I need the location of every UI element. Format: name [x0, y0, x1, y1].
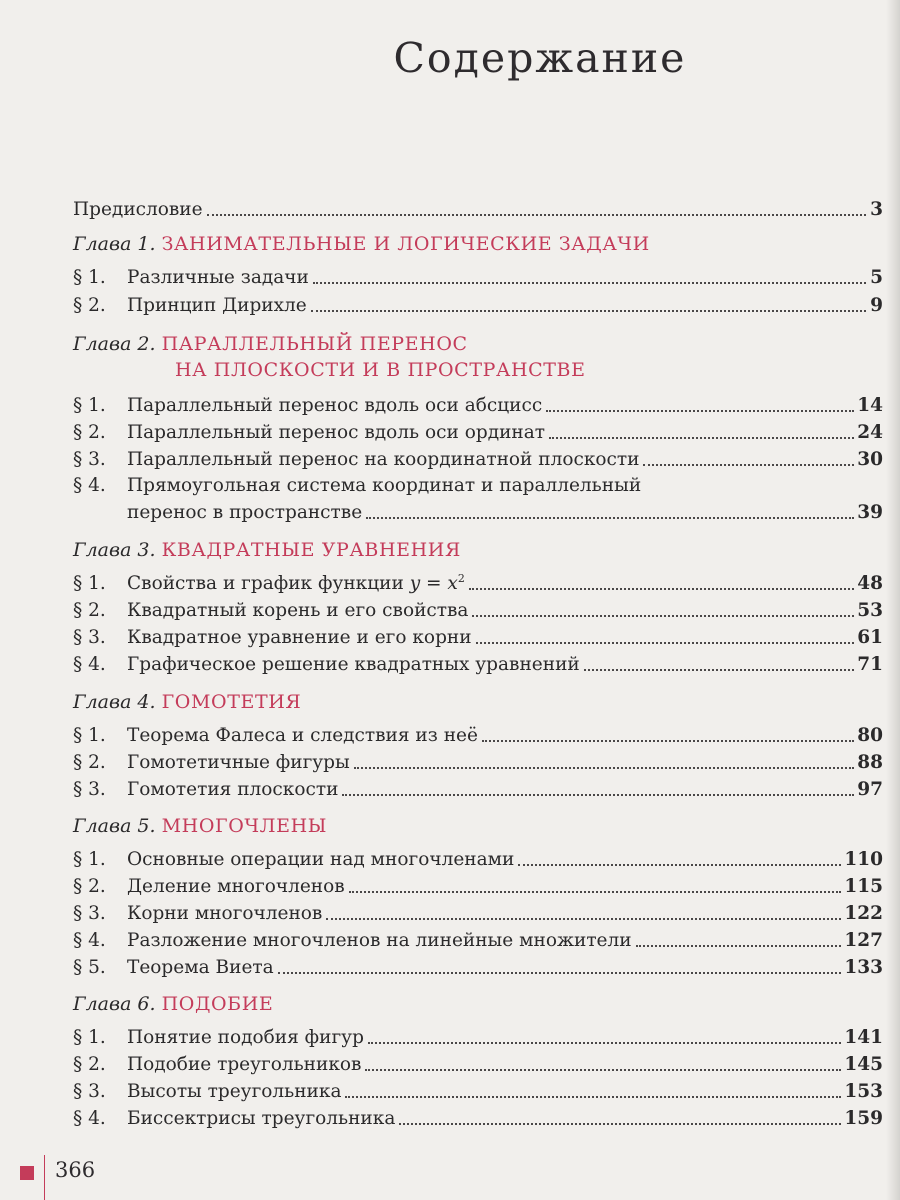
footer-marker-square [20, 1166, 34, 1180]
section-page: 141 [844, 1027, 883, 1048]
section-number: § 2. [73, 600, 106, 621]
toc-entry [73, 1022, 883, 1050]
toc-entry [73, 444, 883, 472]
section-page: 48 [857, 573, 883, 594]
section-title: Различные задачи [127, 267, 309, 288]
chapter-3-heading [73, 536, 461, 564]
section-page: 30 [857, 449, 883, 470]
chapter-4-heading [73, 688, 301, 716]
toc-preface [73, 194, 883, 222]
section-number: § 3. [73, 779, 106, 800]
page-edge-shadow [886, 0, 900, 1200]
section-page: 122 [844, 903, 883, 924]
section-title: Графическое решение квадратных уравнений [127, 654, 580, 675]
section-number: § 1. [73, 573, 106, 594]
section-number: § 2. [73, 876, 106, 897]
section-number: § 4. [73, 475, 106, 496]
leader-dots [349, 891, 842, 893]
chapter-title: КВАДРАТНЫЕ УРАВНЕНИЯ [161, 539, 461, 561]
toc-entry [73, 262, 883, 290]
section-number: § 1. [73, 849, 106, 870]
section-title: Подобие треугольников [127, 1054, 362, 1075]
section-page: 80 [857, 725, 883, 746]
section-title: Параллельный перенос вдоль оси абсцисс [127, 395, 543, 416]
section-page: 115 [844, 876, 883, 897]
section-page: 97 [857, 779, 883, 800]
chapter-1-heading [73, 230, 650, 258]
leader-dots [399, 1123, 841, 1125]
toc-entry [73, 622, 883, 650]
section-number: § 2. [73, 295, 106, 316]
chapter-title: ПОДОБИЕ [161, 993, 274, 1015]
leader-dots [326, 918, 841, 920]
chapter-label: Глава 6. [73, 993, 156, 1015]
section-title: Основные операции над многочленами [127, 849, 515, 870]
section-page: 88 [857, 752, 883, 773]
section-page: 127 [844, 930, 883, 951]
leader-dots [472, 615, 854, 617]
toc-entry [73, 871, 883, 899]
toc-entry [73, 952, 883, 980]
leader-dots [476, 642, 855, 644]
toc-entry [73, 417, 883, 445]
section-title: Квадратный корень и его свойства [127, 600, 469, 621]
leader-dots [366, 517, 854, 519]
section-number: § 1. [73, 395, 106, 416]
chapter-title-line2: НА ПЛОСКОСТИ И В ПРОСТРАНСТВЕ [175, 359, 586, 381]
section-page: 153 [844, 1081, 883, 1102]
section-title: Квадратное уравнение и его корни [127, 627, 472, 648]
section-page: 61 [857, 627, 883, 648]
page-number: 366 [55, 1158, 96, 1182]
chapter-title: МНОГОЧЛЕНЫ [161, 815, 328, 837]
section-page: 133 [844, 957, 883, 978]
toc-entry [73, 844, 883, 872]
section-title: Теорема Виета [127, 957, 274, 978]
section-number: § 1. [73, 267, 106, 288]
chapter-title: ГОМОТЕТИЯ [161, 691, 302, 713]
leader-dots [482, 740, 854, 742]
preface-label: Предисловие [73, 199, 203, 220]
formula-exponent: 2 [457, 571, 465, 585]
leader-dots [469, 588, 854, 590]
section-number: § 1. [73, 725, 106, 746]
leader-dots [278, 972, 842, 974]
section-page: 145 [844, 1054, 883, 1075]
section-page: 9 [870, 295, 883, 316]
section-number: § 1. [73, 1027, 106, 1048]
section-number: § 3. [73, 449, 106, 470]
section-number: § 2. [73, 422, 106, 443]
leader-dots [345, 1096, 841, 1098]
leader-dots [549, 437, 854, 439]
section-page: 71 [857, 654, 883, 675]
toc-entry [73, 898, 883, 926]
section-number: § 2. [73, 752, 106, 773]
section-title-with-formula [127, 567, 465, 596]
chapter-2-heading [73, 330, 468, 358]
section-title: Разложение многочленов на линейные множители [127, 930, 632, 951]
section-title: Параллельный перенос на координатной плоскости [127, 449, 640, 470]
leader-dots [354, 767, 855, 769]
page-title: Содержание [393, 34, 687, 82]
leader-dots [365, 1069, 841, 1071]
section-title: Понятие подобия фигур [127, 1027, 364, 1048]
section-title: Принцип Дирихле [127, 295, 307, 316]
leader-dots [643, 464, 854, 466]
section-page: 159 [844, 1108, 883, 1129]
toc-entry [73, 747, 883, 775]
leader-dots [584, 669, 855, 671]
section-title: Корни многочленов [127, 903, 323, 924]
footer-divider [44, 1155, 45, 1200]
toc-entry [73, 1103, 883, 1131]
leader-dots [368, 1042, 841, 1044]
chapter-6-heading [73, 990, 273, 1018]
section-page: 53 [857, 600, 883, 621]
section-title: Гомотетия плоскости [127, 779, 339, 800]
section-title: Биссектрисы треугольника [127, 1108, 396, 1129]
leader-dots [546, 410, 854, 412]
section-page: 5 [870, 267, 883, 288]
chapter-label: Глава 5. [73, 815, 156, 837]
chapter-label: Глава 3. [73, 539, 156, 561]
section-number: § 3. [73, 1081, 106, 1102]
chapter-5-heading [73, 812, 327, 840]
section-title: Гомотетичные фигуры [127, 752, 350, 773]
section-number: § 2. [73, 1054, 106, 1075]
toc-entry [73, 290, 883, 318]
toc-entry-multiline [73, 470, 883, 498]
toc-entry [73, 390, 883, 418]
toc-entry [73, 925, 883, 953]
toc-entry [73, 568, 883, 596]
section-page: 24 [857, 422, 883, 443]
chapter-label: Глава 1. [73, 233, 156, 255]
toc-entry [73, 649, 883, 677]
toc-entry [73, 1076, 883, 1104]
section-title: Теорема Фалеса и следствия из неё [127, 725, 478, 746]
preface-page: 3 [870, 199, 883, 220]
chapter-title: ЗАНИМАТЕЛЬНЫЕ И ЛОГИЧЕСКИЕ ЗАДАЧИ [161, 233, 650, 255]
toc-entry [73, 595, 883, 623]
section-page: 14 [857, 395, 883, 416]
section-number: § 4. [73, 1108, 106, 1129]
toc-entry [73, 1049, 883, 1077]
toc-entry [73, 720, 883, 748]
section-title: Параллельный перенос вдоль оси ординат [127, 422, 546, 443]
leader-dots [342, 794, 854, 796]
section-title: Прямоугольная система координат и параллельный [127, 475, 642, 496]
leader-dots [313, 282, 866, 284]
toc-entry [73, 774, 883, 802]
leader-dots [636, 945, 842, 947]
chapter-title: ПАРАЛЛЕЛЬНЫЙ ПЕРЕНОС [161, 333, 468, 355]
section-title: Деление многочленов [127, 876, 345, 897]
leader-dots [518, 864, 841, 866]
section-page: 110 [844, 849, 883, 870]
formula: y = x [409, 573, 458, 594]
section-page: 39 [857, 502, 883, 523]
chapter-label: Глава 4. [73, 691, 156, 713]
toc-entry-continuation [127, 497, 883, 525]
section-number: § 5. [73, 957, 106, 978]
section-title: Высоты треугольника [127, 1081, 342, 1102]
section-number: § 4. [73, 654, 106, 675]
leader-dots [311, 310, 866, 312]
chapter-label: Глава 2. [73, 333, 156, 355]
section-title: Свойства и график функции [127, 573, 404, 594]
leader-dots [207, 214, 866, 216]
section-title-continuation: перенос в пространстве [127, 502, 363, 523]
section-number: § 3. [73, 627, 106, 648]
section-number: § 4. [73, 930, 106, 951]
section-number: § 3. [73, 903, 106, 924]
